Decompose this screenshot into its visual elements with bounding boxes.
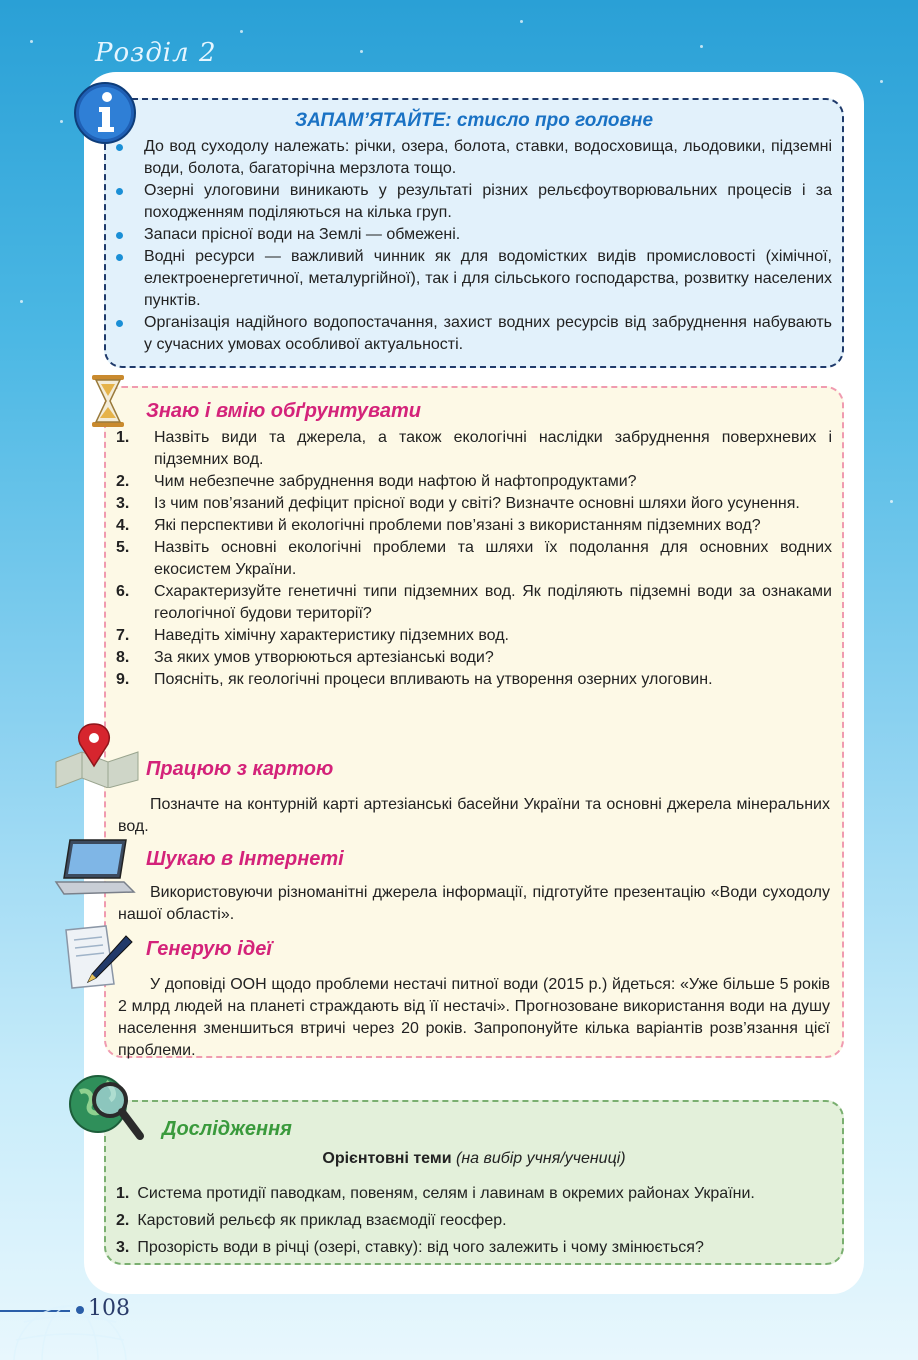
- question-number: 1.: [116, 429, 130, 446]
- topics-heading-bold: Орієнтовні теми: [322, 1150, 452, 1167]
- research-topics-heading: [104, 1150, 844, 1168]
- question-text: Наведіть хімічну характеристику підземних вод.: [154, 627, 509, 644]
- question-number: 8.: [116, 649, 130, 666]
- question-text: Поясніть, як геологічні процеси впливають на утворення озерних улоговин.: [154, 671, 713, 688]
- star-decoration: [520, 20, 523, 23]
- topic-text: Система протидії паводкам, повеням, селям і лавинам в окремих районах України.: [137, 1185, 755, 1202]
- map-pin-icon: [52, 722, 142, 788]
- star-decoration: [700, 45, 703, 48]
- info-bullet: Озерні улоговини виникають у результаті різних рельєфоутворювальних процесів і за походженням поділяються на кілька груп.: [116, 180, 832, 224]
- research-topics-list: [116, 1180, 832, 1261]
- question-text: Які перспективи й екологічні проблеми пов’язані з використанням підземних вод?: [154, 517, 761, 534]
- info-box-title: ЗАПАМ’ЯТАЙТЕ: стисло про головне: [294, 110, 654, 131]
- hourglass-icon: [90, 374, 126, 428]
- star-decoration: [890, 500, 893, 503]
- question-item: [116, 581, 832, 625]
- info-bullet: Запаси прісної води на Землі — обмежені.: [116, 224, 832, 246]
- topic-item: [116, 1234, 832, 1261]
- topic-text: Карстовий рельєф як приклад взаємодії геосфер.: [137, 1212, 507, 1229]
- ideas-task-title: Генерую ідеї: [146, 938, 272, 960]
- map-task-text: Позначте на контурній карті артезіанські басейни України та основні джерела мінеральних вод.: [118, 796, 830, 835]
- topic-number: 1.: [116, 1185, 130, 1202]
- tasks-title: Знаю і вмію обґрунтувати: [146, 400, 421, 422]
- questions-list: [116, 427, 832, 691]
- question-number: 5.: [116, 539, 130, 556]
- star-decoration: [240, 30, 243, 33]
- question-text: Назвіть основні екологічні проблеми та шляхи їх подолання для основних водних екосистем України.: [154, 539, 832, 578]
- internet-task-title: Шукаю в Інтернеті: [146, 848, 344, 870]
- topic-item: [116, 1207, 832, 1234]
- question-item: [116, 515, 832, 537]
- topic-text: Прозорість води в річці (озері, ставку): від чого залежить і чому змінюється?: [137, 1239, 704, 1256]
- question-number: 4.: [116, 517, 130, 534]
- question-number: 7.: [116, 627, 130, 644]
- question-text: Схарактеризуйте генетичні типи підземних вод. Як поділяють підземні води за ознаками геологічної будови території?: [154, 583, 832, 622]
- info-bullet: Водні ресурси — важливий чинник як для водомістких видів промисловості (хімічної, електроенергетичної, металургійної), так і для сільського господарства, розвитку населених пунктів.: [116, 246, 832, 312]
- question-number: 6.: [116, 583, 130, 600]
- star-decoration: [20, 300, 23, 303]
- question-item: [116, 669, 832, 691]
- topic-number: 3.: [116, 1239, 130, 1256]
- section-title: Розділ 2: [95, 38, 217, 68]
- star-decoration: [60, 120, 63, 123]
- question-number: 2.: [116, 473, 130, 490]
- question-text: Із чим пов’язаний дефіцит прісної води у світі? Визначте основні шляхи його усунення.: [154, 495, 800, 512]
- info-bullet: До вод суходолу належать: річки, озера, болота, ставки, водосховища, льодовики, підземні води, болота, багаторічна мерзлота тощо.: [116, 136, 832, 180]
- map-task-title: Працюю з картою: [146, 758, 334, 780]
- ideas-task-text: У доповіді ООН щодо проблеми нестачі питної води (2015 р.) йдеться: «Уже більше 5 років 2 млрд людей на планеті страждають від її нестачі». Прогнозоване використання води на душу населення зменшиться втричі через 20 років. Запропонуйте кілька варіантів розв’язання цієї проблеми.: [118, 976, 830, 1059]
- topics-heading-note: (на вибір учня/учениці): [451, 1150, 626, 1167]
- question-number: 9.: [116, 671, 130, 688]
- question-text: Чим небезпечне забруднення води нафтою й нафтопродуктами?: [154, 473, 637, 490]
- star-decoration: [30, 40, 33, 43]
- internet-task-text: Використовуючи різноманітні джерела інформації, підготуйте презентацію «Води суходолу нашої області».: [118, 884, 830, 923]
- star-decoration: [360, 50, 363, 53]
- question-item: [116, 647, 832, 669]
- info-bullet-list: [116, 136, 832, 356]
- question-item: [116, 493, 832, 515]
- topic-number: 2.: [116, 1212, 130, 1229]
- question-item: [116, 537, 832, 581]
- question-item: [116, 427, 832, 471]
- research-title: Дослідження: [162, 1118, 292, 1140]
- info-bullet: Організація надійного водопостачання, захист водних ресурсів від забруднення набувають у сучасних умовах особливої актуальності.: [116, 312, 832, 356]
- star-decoration: [880, 80, 883, 83]
- question-item: [116, 625, 832, 647]
- globe-magnifier-icon: [66, 1070, 150, 1148]
- question-number: 3.: [116, 495, 130, 512]
- question-text: Назвіть види та джерела, а також екологічні наслідки забруднення поверхневих і підземних вод.: [154, 429, 832, 468]
- question-item: [116, 471, 832, 493]
- page-number: 108: [88, 1296, 130, 1321]
- topic-item: [116, 1180, 832, 1207]
- question-text: За яких умов утворюються артезіанські води?: [154, 649, 494, 666]
